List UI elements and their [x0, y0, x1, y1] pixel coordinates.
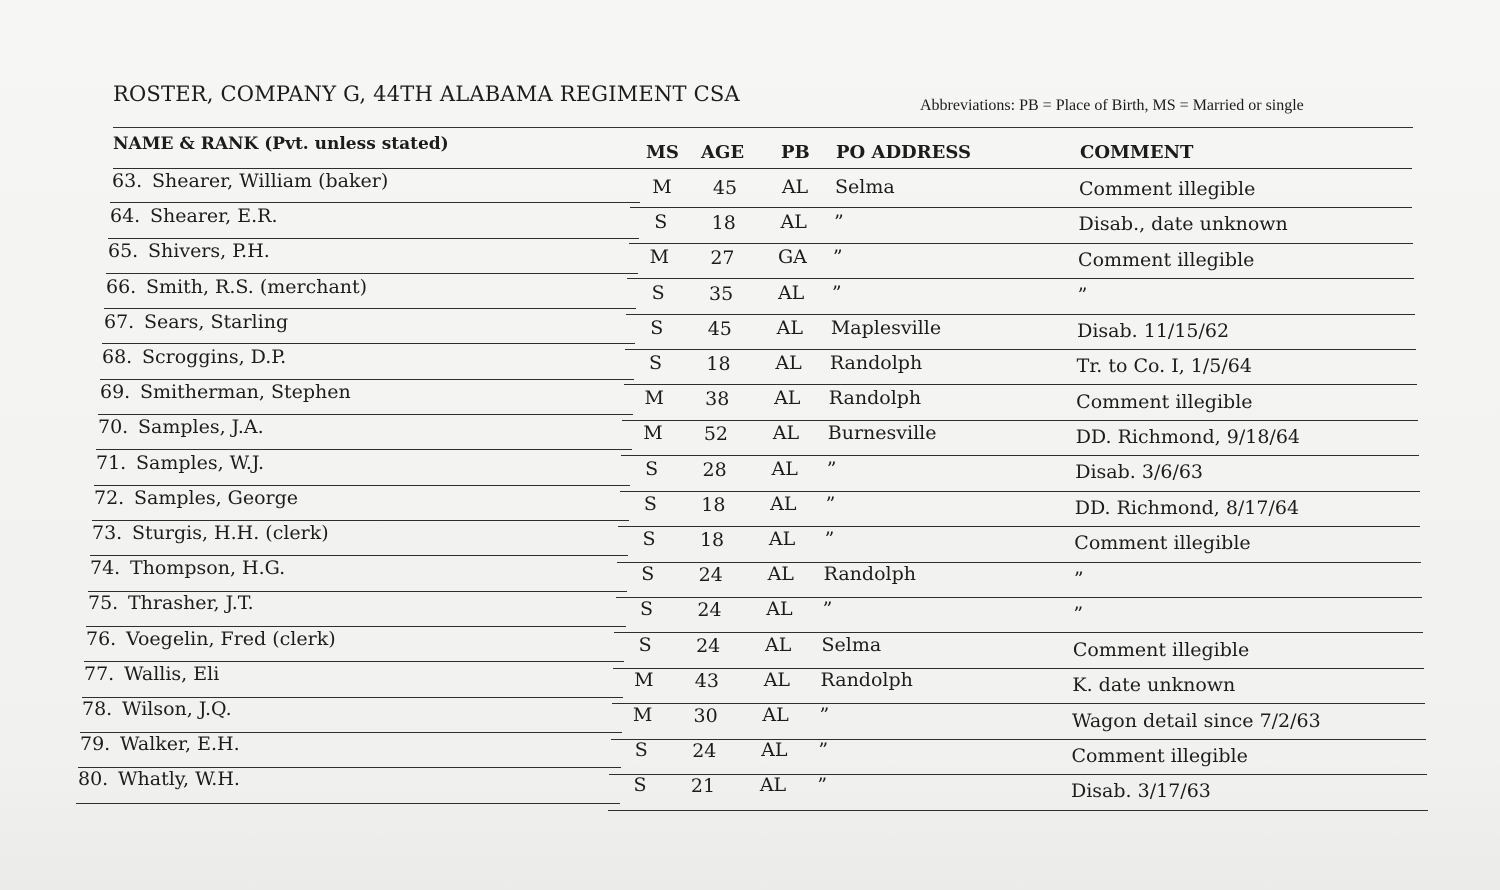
- table-row: [0, 524, 1500, 559]
- header-ms: MS: [646, 142, 679, 163]
- row-age: 24: [696, 634, 721, 657]
- row-po-address: ”: [832, 246, 843, 269]
- row-marital-status: S: [650, 316, 664, 339]
- table-row: [0, 662, 1500, 700]
- row-name-rank: Shearer, William (baker): [152, 170, 389, 192]
- row-place-of-birth: GA: [777, 246, 807, 269]
- row-comment: K. date unknown: [1072, 674, 1236, 697]
- table-row: [0, 559, 1500, 594]
- row-place-of-birth: AL: [768, 528, 796, 550]
- row-marital-status: S: [638, 633, 652, 656]
- row-comment: DD. Richmond, 9/18/64: [1075, 426, 1301, 449]
- row-number: 75.: [88, 592, 119, 615]
- row-place-of-birth: AL: [765, 633, 792, 656]
- row-number: 69.: [100, 381, 131, 404]
- row-comment: Disab. 3/17/63: [1071, 780, 1211, 803]
- row-po-address: ”: [833, 211, 844, 234]
- row-number: 71.: [96, 451, 127, 474]
- row-po-address: ”: [817, 774, 828, 797]
- row-name-rank: Shivers, P.H.: [148, 240, 270, 263]
- row-number: 74.: [90, 557, 121, 580]
- row-rule: [100, 379, 634, 380]
- table-row: [0, 383, 1500, 418]
- row-comment: Comment illegible: [1078, 248, 1255, 271]
- table-row: [0, 627, 1500, 665]
- row-comment: ”: [1073, 603, 1084, 626]
- row-marital-status: S: [633, 774, 647, 797]
- row-place-of-birth: AL: [762, 704, 789, 726]
- row-age: 18: [706, 353, 731, 375]
- row-place-of-birth: AL: [761, 739, 788, 762]
- row-place-of-birth: AL: [781, 176, 809, 198]
- header-comment: COMMENT: [1080, 142, 1194, 163]
- row-comment: Disab. 3/6/63: [1075, 461, 1204, 484]
- row-comment: Comment illegible: [1071, 744, 1248, 767]
- row-age: 18: [711, 212, 736, 235]
- row-marital-status: M: [649, 246, 670, 269]
- row-comment: Disab., date unknown: [1078, 213, 1288, 236]
- row-number: 70.: [98, 416, 129, 439]
- row-rule: [76, 803, 620, 804]
- row-po-address: Selma: [821, 633, 882, 656]
- row-comment: Tr. to Co. I, 1/5/64: [1076, 355, 1252, 378]
- row-place-of-birth: AL: [767, 563, 794, 586]
- row-number: 67.: [104, 310, 135, 333]
- row-place-of-birth: AL: [776, 316, 803, 339]
- row-comment: Disab. 11/15/62: [1077, 319, 1230, 342]
- row-age: 43: [694, 669, 719, 692]
- row-comment: Comment illegible: [1074, 532, 1251, 555]
- row-rule: [608, 810, 1428, 811]
- row-number: 80.: [78, 768, 109, 791]
- row-rule: [86, 626, 626, 627]
- header-po-address: PO ADDRESS: [836, 142, 971, 163]
- row-marital-status: M: [632, 704, 653, 726]
- table-row: [0, 418, 1500, 453]
- row-name-rank: Voegelin, Fred (clerk): [126, 627, 336, 650]
- row-po-address: ”: [824, 528, 835, 550]
- row-comment: ”: [1073, 567, 1084, 590]
- row-age: 24: [698, 564, 723, 587]
- row-comment: Wagon detail since 7/2/63: [1071, 709, 1321, 732]
- row-name-rank: Thrasher, J.T.: [128, 592, 254, 615]
- row-number: 68.: [102, 346, 133, 368]
- row-marital-status: M: [643, 422, 663, 445]
- row-marital-status: S: [645, 457, 659, 480]
- row-comment: Comment illegible: [1072, 638, 1250, 661]
- row-number: 77.: [84, 662, 115, 685]
- row-marital-status: S: [651, 281, 665, 304]
- row-age: 45: [712, 177, 738, 199]
- row-age: 45: [707, 317, 732, 340]
- row-name-rank: Samples, J.A.: [138, 416, 264, 439]
- row-place-of-birth: AL: [766, 598, 793, 621]
- row-number: 63.: [112, 170, 143, 192]
- row-place-of-birth: AL: [775, 352, 802, 374]
- header-bottom-rule: [113, 168, 1412, 169]
- row-po-address: Randolph: [828, 387, 922, 410]
- row-name-rank: Thompson, H.G.: [130, 557, 286, 580]
- row-po-address: Burnesville: [827, 422, 937, 445]
- row-rule: [96, 449, 632, 450]
- row-rule: [108, 238, 639, 239]
- row-rule: [94, 485, 630, 486]
- row-name-rank: Smitherman, Stephen: [140, 381, 351, 404]
- row-comment: DD. Richmond, 8/17/64: [1074, 496, 1300, 519]
- row-age: 52: [703, 423, 729, 446]
- row-marital-status: S: [643, 492, 657, 515]
- row-comment: Comment illegible: [1079, 178, 1256, 200]
- row-place-of-birth: AL: [774, 387, 801, 410]
- row-rule: [98, 414, 633, 415]
- row-name-rank: Scroggins, D.P.: [142, 346, 287, 368]
- row-po-address: ”: [831, 281, 842, 304]
- row-age: 27: [710, 247, 735, 270]
- row-number: 66.: [106, 275, 137, 298]
- row-po-address: ”: [825, 492, 836, 515]
- row-rule: [92, 520, 629, 521]
- row-po-address: ”: [822, 598, 833, 621]
- row-age: 30: [693, 705, 718, 727]
- row-marital-status: S: [641, 563, 655, 586]
- row-po-address: Randolph: [829, 352, 923, 374]
- row-name-rank: Samples, W.J.: [136, 451, 265, 474]
- table-row: [0, 451, 1500, 489]
- row-name-rank: Shearer, E.R.: [150, 205, 278, 228]
- row-po-address: Maplesville: [830, 316, 942, 339]
- row-number: 64.: [110, 205, 141, 228]
- row-place-of-birth: AL: [772, 422, 800, 445]
- row-place-of-birth: AL: [771, 457, 798, 480]
- header-pb: PB: [781, 142, 810, 163]
- table-row: [0, 348, 1500, 383]
- row-marital-status: S: [649, 352, 663, 374]
- row-name-rank: Walker, E.H.: [120, 733, 240, 756]
- row-po-address: ”: [818, 739, 829, 762]
- row-age: 38: [705, 388, 730, 411]
- row-number: 78.: [82, 698, 113, 720]
- table-row: [0, 594, 1500, 629]
- row-age: 28: [702, 458, 727, 481]
- row-place-of-birth: AL: [763, 668, 791, 691]
- row-marital-status: S: [654, 211, 668, 234]
- row-number: 73.: [92, 522, 123, 544]
- table-row: [0, 770, 1500, 805]
- row-age: 24: [692, 740, 717, 763]
- page-title: ROSTER, COMPANY G, 44TH ALABAMA REGIMENT CSA: [113, 82, 740, 106]
- row-age: 18: [701, 493, 726, 516]
- header-age: AGE: [701, 142, 745, 163]
- row-name-rank: Wilson, J.Q.: [122, 698, 232, 720]
- row-name-rank: Samples, George: [134, 486, 299, 509]
- row-po-address: ”: [826, 457, 837, 480]
- row-place-of-birth: AL: [780, 211, 807, 234]
- row-age: 21: [690, 775, 716, 798]
- row-rule: [102, 343, 635, 344]
- row-po-address: Randolph: [823, 563, 916, 586]
- row-marital-status: M: [644, 387, 664, 410]
- row-po-address: ”: [819, 704, 830, 726]
- row-place-of-birth: AL: [777, 281, 805, 304]
- row-comment: ”: [1077, 284, 1088, 307]
- row-marital-status: M: [652, 176, 672, 198]
- row-marital-status: S: [639, 598, 653, 621]
- row-place-of-birth: AL: [759, 774, 787, 797]
- row-number: 72.: [94, 486, 125, 509]
- row-marital-status: S: [642, 528, 656, 550]
- row-age: 18: [699, 529, 725, 551]
- header-top-rule: [113, 127, 1413, 128]
- row-name-rank: Sturgis, H.H. (clerk): [132, 522, 329, 544]
- row-rule: [106, 273, 638, 274]
- row-age: 35: [709, 282, 734, 305]
- row-number: 76.: [86, 627, 117, 650]
- row-marital-status: M: [634, 668, 654, 691]
- row-marital-status: S: [634, 739, 648, 762]
- table-row: [0, 486, 1500, 524]
- row-name-rank: Wallis, Eli: [124, 662, 220, 685]
- row-name-rank: Smith, R.S. (merchant): [146, 275, 368, 298]
- table-row: [0, 700, 1500, 735]
- row-number: 79.: [80, 733, 111, 756]
- row-rule: [104, 308, 636, 309]
- row-po-address: Selma: [835, 176, 895, 198]
- row-po-address: Randolph: [820, 668, 913, 691]
- row-comment: Comment illegible: [1076, 390, 1253, 413]
- abbreviations-note: Abbreviations: PB = Place of Birth, MS = Married or single: [920, 97, 1304, 114]
- row-rule: [110, 202, 640, 203]
- row-name-rank: Whatly, W.H.: [118, 768, 240, 791]
- row-number: 65.: [108, 240, 139, 263]
- row-name-rank: Sears, Starling: [144, 310, 289, 333]
- row-place-of-birth: AL: [770, 492, 797, 515]
- row-age: 24: [697, 599, 722, 622]
- table-row: [0, 735, 1500, 770]
- header-name-rank: NAME & RANK (Pvt. unless stated): [113, 134, 449, 154]
